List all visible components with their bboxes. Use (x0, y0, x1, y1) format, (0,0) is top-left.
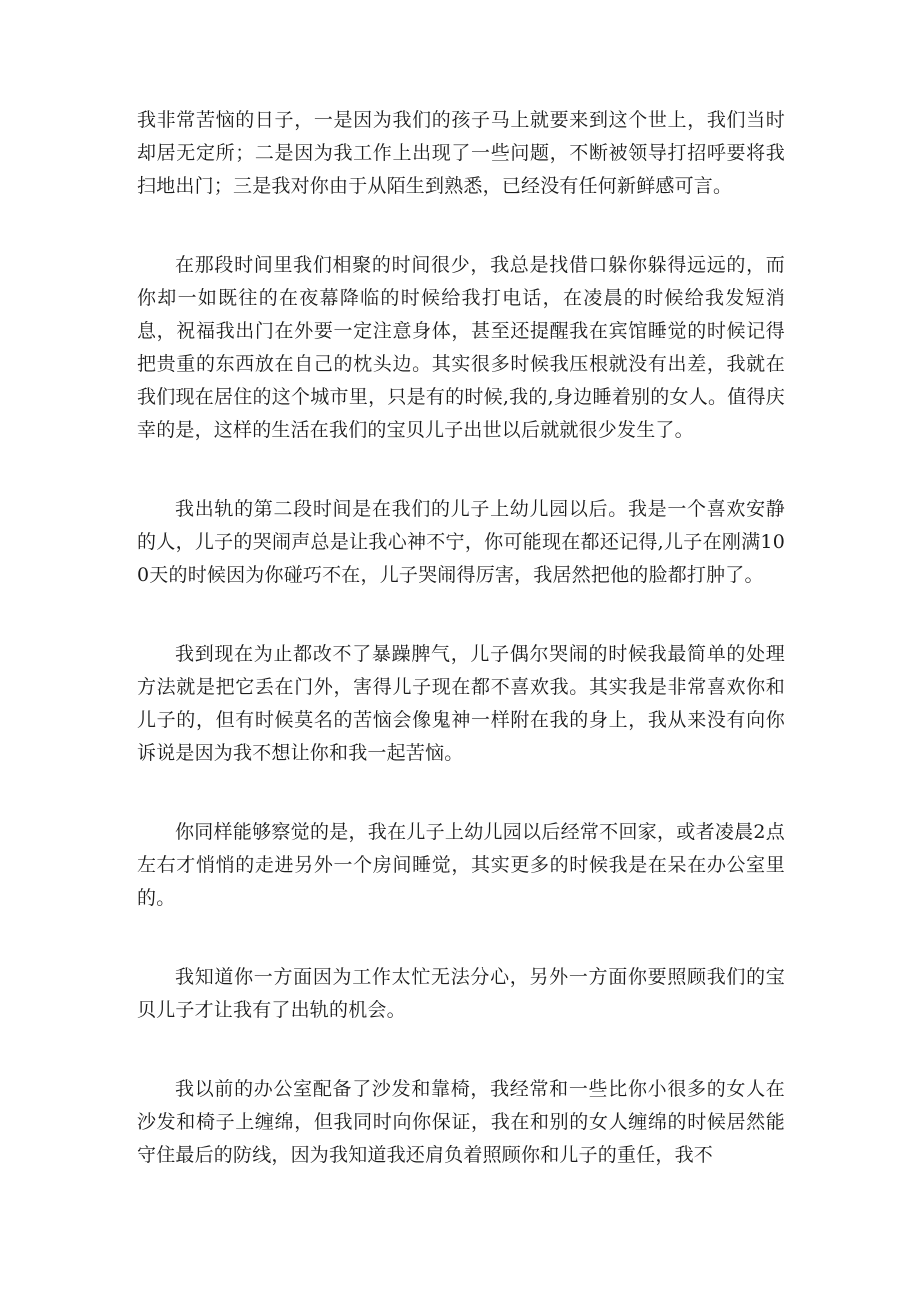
paragraph-5: 你同样能够察觉的是，我在儿子上幼儿园以后经常不回家，或者凌晨2点左右才悄悄的走进另外一个房间睡觉，其实更多的时候我是在呆在办公室里的。 (137, 821, 785, 909)
paragraph-7: 我以前的办公室配备了沙发和靠椅，我经常和一些比你小很多的女人在沙发和椅子上缠绵，但我同时向你保证，我在和别的女人缠绵的时候居然能守住最后的防线，因为我知道我还肩负着照顾你和儿子的重任，我不 (137, 1078, 785, 1166)
paragraph-6: 我知道你一方面因为工作太忙无法分心，另外一方面你要照顾我们的宝贝儿子才让我有了出轨的机会。 (137, 966, 785, 1021)
paragraph-2: 在那段时间里我们相聚的时间很少，我总是找借口躲你躲得远远的，而你却一如既往的在夜幕降临的时候给我打电话，在凌晨的时候给我发短消息，祝福我出门在外要一定注意身体，甚至还提醒我在宾馆睡觉的时候记得把贵重的东西放在自己的枕头边。其实很多时候我压根就没有出差，我就在我们现在居住的这个城市里，只是有的时候,我的,身边睡着别的女人。值得庆幸的是，这样的生活在我们的宝贝儿子出世以后就就很少发生了。 (137, 254, 785, 441)
paragraph-1: 我非常苦恼的日子，一是因为我们的孩子马上就要来到这个世上，我们当时却居无定所；二是因为我工作上出现了一些问题，不断被领导打招呼要将我扫地出门；三是我对你由于从陌生到熟悉，已经没有任何新鲜感可言。 (137, 109, 785, 197)
paragraph-4: 我到现在为止都改不了暴躁脾气，儿子偶尔哭闹的时候我最简单的处理方法就是把它丢在门外，害得儿子现在都不喜欢我。其实我是非常喜欢你和儿子的，但有时候莫名的苦恼会像鬼神一样附在我的身上，我从来没有向你诉说是因为我不想让你和我一起苦恼。 (137, 643, 785, 764)
paragraph-3: 我出轨的第二段时间是在我们的儿子上幼儿园以后。我是一个喜欢安静的人，儿子的哭闹声总是让我心神不宁，你可能现在都还记得,儿子在刚满100天的时候因为你碰巧不在，儿子哭闹得厉害，我居然把他的脸都打肿了。 (137, 498, 785, 586)
document-body (137, 104, 785, 1172)
